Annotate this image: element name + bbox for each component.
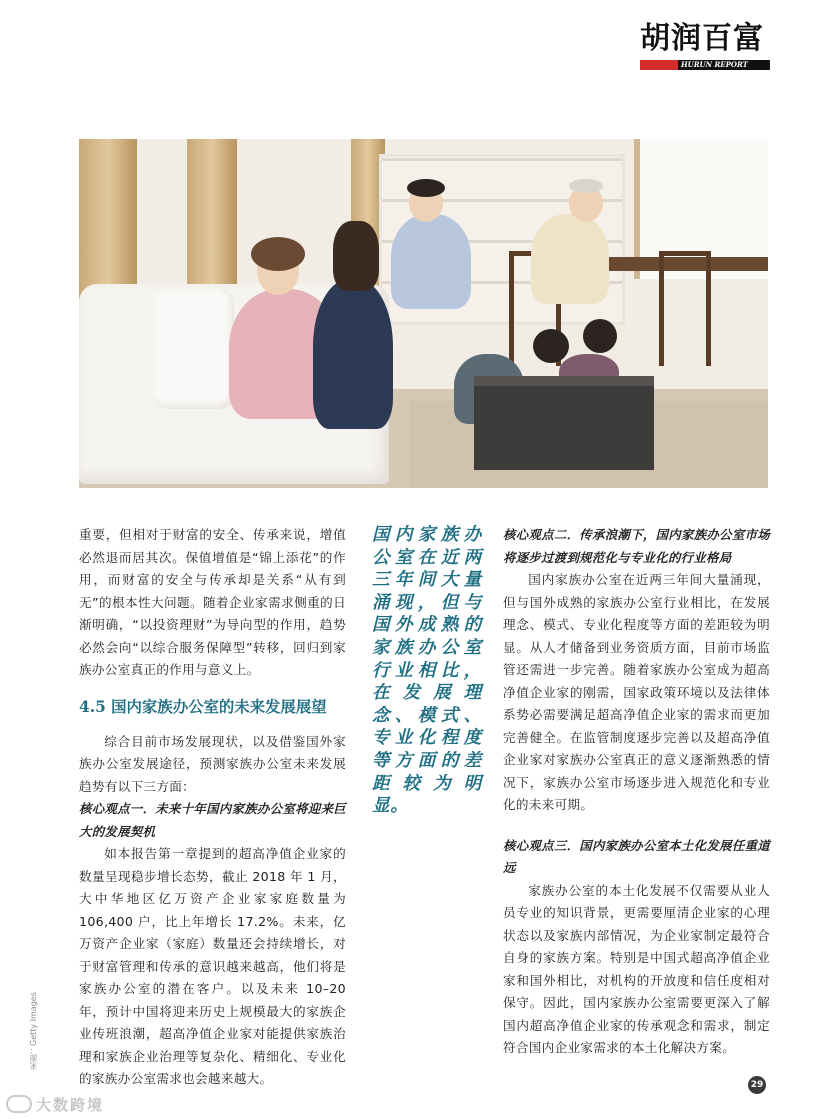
photo-cushion [154,289,234,409]
paragraph: 重要，但相对于财富的安全、传承来说，增值必然退而居其次。保值增值是“锦上添花”的作用，而财富的安全与传承却是关系“从有到无”的根本性大问题。随着企业家需求侧重的日渐明确，“以投资理财”为导向型的作用，趋势必然会向“以综合服务保障型”转移，回归到家族办公室真正的作用与意义上。 [79,527,346,677]
section-heading: 4.5 国内家族办公室的未来发展展望 [79,697,327,716]
watermark [6,1092,104,1116]
photo-credit: 来源：Getty Images [29,992,38,1070]
logo-english-text: HURUN REPORT [678,60,770,70]
logo-bar [640,60,770,70]
photo-hair [251,237,305,271]
paragraph: 国内家族办公室在近两三年间大量涌现，但与国外成熟的家族办公室行业相比，在发展理念、模式、专业化程度等方面的差距较为明显。从人才储备到业务资质方面，目前市场监管还需进一步完善。随着家族办公室成为超高净值企业家的刚需，国家政策环境以及法律体系势必需要满足超高净值企业家的需求而更加完善健全。在监管制度逐步完善以及超高净值企业家对家族办公室真正的意义逐渐熟悉的情况下，家族办公室市场逐步进入规范化和专业化的未来可期。 [503,572,770,812]
photo-hair [583,319,617,353]
photo-grandfather [531,214,609,304]
text-column-right [503,524,770,1060]
text-column-left [79,524,346,1091]
family-photo [79,139,768,488]
logo-red-block [640,60,678,70]
photo-father [391,214,471,309]
photo-mother [313,279,393,429]
logo-chinese-text: 胡润百富 [640,21,764,56]
photo-chair [659,251,711,366]
photo-hair [569,179,603,193]
photo-hair [533,329,569,363]
key-point-heading: 核心观点三．国内家族办公室本土化发展任重道远 [503,837,770,875]
photo-hair [333,221,379,291]
page-number: 29 [748,1076,766,1094]
hurun-report-logo [640,22,770,70]
paragraph: 家族办公室的本土化发展不仅需要从业人员专业的知识背景，更需要厘清企业家的心理状态以及家族内部情况，为企业家制定最符合自身的家族方案。特别是中国式超高净值企业家和国外相比，对机构的开放度和信任度相对保守。因此，国内家族办公室需要更深入了解国内超高净值企业家的传承观念和需求，制定符合国内企业家需求的本土化解决方案。 [503,882,770,1055]
paragraph: 综合目前市场发展现状，以及借鉴国外家族办公室发展途径，预测家族办公室未来发展趋势有以下三方面： [79,733,346,794]
pull-quote: 国内家族办公室在近两三年间大量涌现，但与国外成熟的家族办公室行业相比，在发展理念、模式、专业化程度等方面的差距较为明显。 [372,524,482,817]
key-point-heading: 核心观点二．传承浪潮下，国内家族办公室市场将逐步过渡到规范化与专业化的行业格局 [503,527,770,565]
paragraph: 如本报告第一章提到的超高净值企业家的数量呈现稳步增长态势，截止 2018 年 1 月，大中华地区亿万资产企业家家庭数量为 106,400 户，比上年增长 17.2%。未来，亿万资产企业家（家庭）数量还会持续增长，对于财富管理和传承的意识越来越高，他们将是家族办公室的潜在客户。以及未来 10–20 年，预计中国将迎来历史上规模最大的家族企业传班浪潮，超高净值企业家对能提供家族治理和家族企业治理等复杂化、精细化、专业化的家族办公室需求也会越来越大。 [79,846,346,1086]
watermark-logo-icon [6,1095,32,1113]
spacer [503,817,770,835]
watermark-text: 大数跨境 [36,1095,105,1114]
photo-coffee-table [474,376,654,470]
key-point-heading: 核心观点一．未来十年国内家族办公室将迎来巨大的发展契机 [79,801,346,839]
photo-hair [407,179,445,197]
